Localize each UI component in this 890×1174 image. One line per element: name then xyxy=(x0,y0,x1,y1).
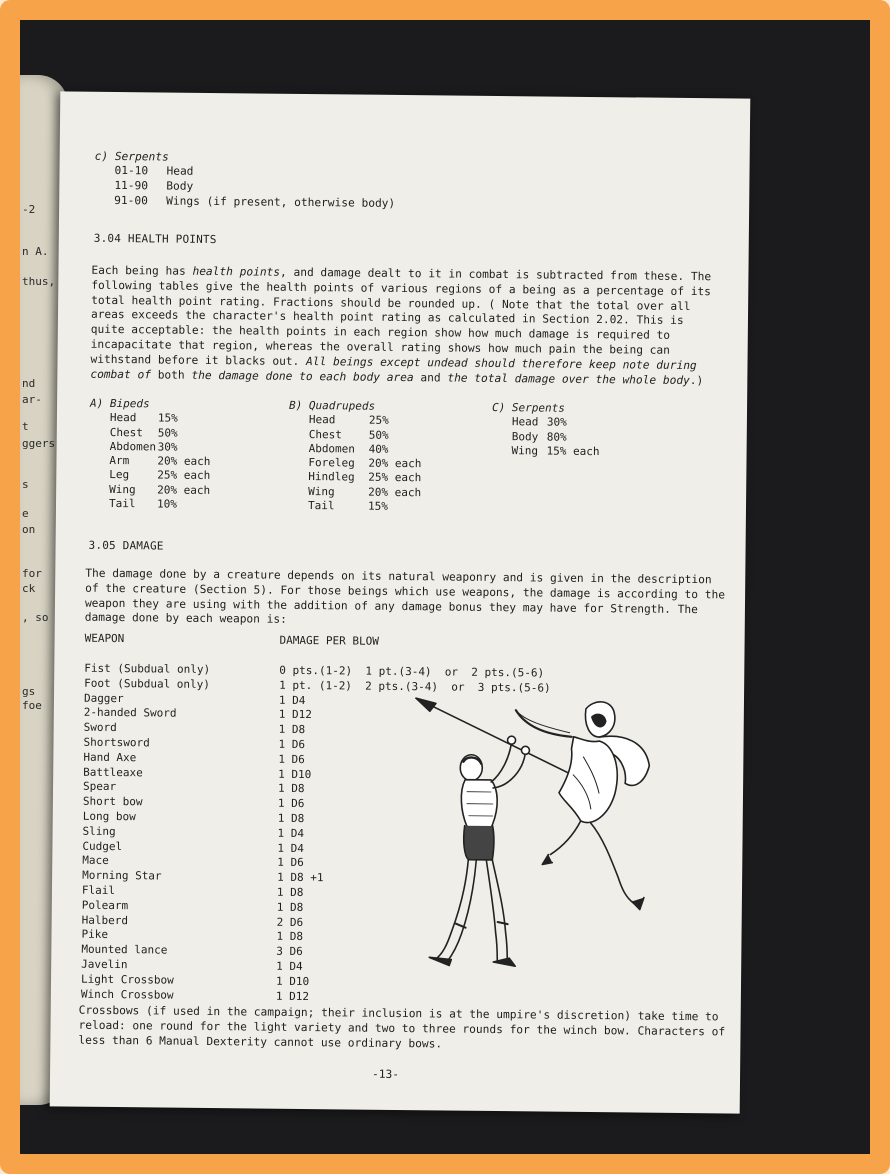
section-heading-health-points: 3.04 HEALTH POINTS xyxy=(93,231,217,247)
quadrupeds-row xyxy=(289,427,389,442)
bipeds-percent: 30% xyxy=(157,440,178,454)
weapon-name: Light Crossbow xyxy=(80,972,174,987)
left-page-text-fragment: -2 xyxy=(22,203,36,216)
quadrupeds-percent: 20% each xyxy=(368,485,422,499)
bipeds-table xyxy=(89,396,211,512)
weapon-name: Hand Axe xyxy=(83,750,137,765)
serpents-part: Body xyxy=(511,429,539,444)
bipeds-row xyxy=(89,497,177,512)
left-page-text-fragment: ggers xyxy=(22,437,56,450)
weapon-name: 2-handed Sword xyxy=(83,706,177,721)
quadrupeds-percent: 50% xyxy=(368,428,389,442)
weapon-name: Spear xyxy=(82,780,117,794)
bipeds-part: Leg xyxy=(109,468,130,482)
quadrupeds-part: Chest xyxy=(308,427,342,441)
weapon-name: Polearm xyxy=(81,898,129,912)
serpents-location-area: Head xyxy=(166,164,194,178)
quadrupeds-part: Wing xyxy=(308,484,335,499)
quadrupeds-part: Tail xyxy=(307,499,335,513)
weapon-damage: 1 D8 +1 xyxy=(277,870,324,885)
quadrupeds-percent: 15% xyxy=(367,499,388,513)
weapon-damage: 1 D12 xyxy=(275,989,310,1003)
quadrupeds-percent: 20% each xyxy=(368,456,422,471)
weapon-name: Morning Star xyxy=(82,868,162,883)
weapon-name: Battleaxe xyxy=(83,765,143,779)
weapon-name: Dagger xyxy=(83,691,124,705)
quadrupeds-row xyxy=(288,456,422,471)
quadrupeds-percent: 40% xyxy=(368,442,389,456)
bipeds-part: Wing xyxy=(109,482,136,497)
serpents-part: Head xyxy=(511,415,539,429)
left-page-text-fragment: s xyxy=(22,478,29,491)
left-page-text-fragment: for xyxy=(22,567,42,580)
bipeds-percent: 20% each xyxy=(157,454,211,469)
quadrupeds-row xyxy=(288,484,422,500)
page-number: -13- xyxy=(371,1067,400,1082)
bipeds-title: A) Bipeds xyxy=(90,396,150,411)
serpents-title: c) Serpents xyxy=(94,149,169,164)
quadrupeds-title: B) Quadrupeds xyxy=(288,398,376,413)
left-page-text-fragment: thus, xyxy=(22,275,56,288)
bipeds-row xyxy=(90,425,178,440)
weapon-damage: 2 D6 xyxy=(276,915,304,929)
serpents-location-range: 91-00 xyxy=(114,193,148,208)
bipeds-percent: 10% xyxy=(156,497,177,511)
left-page-text-fragment: t xyxy=(22,420,29,433)
quadrupeds-percent: 25% xyxy=(368,413,389,428)
weapon-name: Fist (Subdual only) xyxy=(84,661,211,677)
weapon-damage: 1 D4 xyxy=(278,693,306,707)
quadrupeds-row xyxy=(288,470,422,485)
left-page-text-fragment: ar- xyxy=(22,393,42,406)
weapon-damage: 1 D4 xyxy=(277,841,304,855)
quadrupeds-percent: 25% each xyxy=(368,471,422,485)
weapon-damage: 1 D8 xyxy=(278,722,306,737)
left-page-text-fragment: ck xyxy=(22,582,36,595)
weapon-damage: 1 D4 xyxy=(276,959,303,974)
weapon-damage: 1 D8 xyxy=(276,900,304,914)
weapon-name: Mounted lance xyxy=(81,942,168,957)
weapon-name: Flail xyxy=(81,883,116,898)
weapon-damage: 1 D8 xyxy=(276,930,304,944)
bipeds-row xyxy=(89,454,211,469)
weapon-damage: 0 pts.(1-2) 1 pt.(3-4) or 2 pts.(5-6) xyxy=(279,663,545,680)
book-page xyxy=(50,91,751,1113)
quadrupeds-part: Abdomen xyxy=(308,441,356,456)
weapon-name: Long bow xyxy=(82,809,136,824)
weapon-damage: 1 D4 xyxy=(277,826,305,840)
weapon-column-header: WEAPON xyxy=(84,631,125,646)
crossbow-note: Crossbows (if used in the campaign; their inclusion is at the umpire's discretion) take time to reload: one round for the light variety and two to three rounds for the winch bow. Characters of less than 6 Manual Dexterity cannot use ordinary bows. xyxy=(78,1003,726,1051)
bipeds-part: Head xyxy=(109,411,137,425)
weapon-name: Sling xyxy=(82,824,116,838)
weapon-damage: 1 pt. (1-2) 2 pts.(3-4) or 3 pts.(5-6) xyxy=(279,678,551,695)
weapon-damage: 1 D8 xyxy=(277,811,305,826)
left-page-text-fragment: nd xyxy=(22,377,36,390)
section-heading-damage: 3.05 DAMAGE xyxy=(88,538,164,553)
left-page-text-fragment: n A. xyxy=(22,245,49,258)
weapon-damage: 1 D10 xyxy=(278,767,312,781)
weapon-name: Foot (Subdual only) xyxy=(84,676,211,692)
weapon-damage: 1 D12 xyxy=(278,708,313,722)
bipeds-part: Tail xyxy=(108,497,136,511)
quadrupeds-row xyxy=(289,441,389,457)
quadrupeds-table xyxy=(288,398,422,514)
bipeds-row xyxy=(89,482,211,498)
health-points-paragraph: Each being has health points, and damage dealt to it in combat is subtracted from these. The following tables give the health points of various regions of a being as a percentage of its total health point rating. Fractions should be rounded up. ( Note that the total over all areas exceeds the character's health point rating as calculated in Section 2.02. This is quite acceptable: the health points in each region show how much damage is required to incapacitate that region, whereas the overall rating shows how much pain the being can withstand before it blacks out. All beings except undead should therefore keep note during combat of both the damage done to each body area and the total damage over the whole body.) xyxy=(90,263,712,387)
bipeds-percent: 20% each xyxy=(157,483,211,497)
serpents-row xyxy=(492,444,600,459)
serpents-location-range: 01-10 xyxy=(114,163,149,178)
serpents-percent: 30% xyxy=(546,415,567,430)
serpents-row xyxy=(492,430,565,445)
serpents-percent: 15% each xyxy=(546,444,600,458)
left-page-text-fragment: gs xyxy=(22,685,36,698)
weapon-damage: 1 D6 xyxy=(277,796,305,811)
weapon-name: Javelin xyxy=(81,957,128,972)
left-page-text-fragment: , so xyxy=(22,611,49,624)
weapon-damage: 1 D10 xyxy=(275,974,310,988)
weapon-name: Short bow xyxy=(82,794,143,809)
bipeds-percent: 25% each xyxy=(157,468,211,483)
weapon-damage: 1 D6 xyxy=(278,752,305,766)
left-page-text-fragment: foe xyxy=(22,699,42,712)
serpents-table xyxy=(491,400,600,459)
weapon-name: Halberd xyxy=(81,913,129,927)
weapon-damage: 1 D6 xyxy=(278,737,306,752)
quadrupeds-part: Hindleg xyxy=(308,470,355,485)
combat-illustration xyxy=(411,695,674,988)
left-page-text-fragment: e xyxy=(22,507,29,520)
serpents-part: Wing xyxy=(511,444,539,458)
serpents-location-area: Wings (if present, otherwise body) xyxy=(166,194,396,210)
weapon-damage: 1 D6 xyxy=(277,856,304,870)
quadrupeds-part: Head xyxy=(308,413,336,427)
bipeds-part: Chest xyxy=(109,425,143,439)
left-page-text-fragment: on xyxy=(22,523,36,536)
bipeds-row xyxy=(90,439,178,455)
bipeds-row xyxy=(90,411,178,426)
serpents-location-range: 11-90 xyxy=(114,178,149,193)
bipeds-row xyxy=(89,468,211,483)
bipeds-percent: 15% xyxy=(157,411,178,425)
serpents-row xyxy=(492,415,565,430)
weapon-name: Shortsword xyxy=(83,735,150,750)
serpents-location-area: Body xyxy=(166,179,194,193)
bipeds-part: Abdomen xyxy=(109,439,157,454)
quadrupeds-row xyxy=(288,499,388,514)
serpents-table-title: C) Serpents xyxy=(491,400,565,415)
weapon-name: Winch Crossbow xyxy=(80,987,174,1002)
serpents-percent: 80% xyxy=(546,430,567,444)
weapon-name: Cudgel xyxy=(82,839,123,853)
weapon-name: Pike xyxy=(81,928,109,942)
weapon-damage: 3 D6 xyxy=(276,944,303,959)
weapon-name: Mace xyxy=(82,854,109,868)
weapon-name: Sword xyxy=(83,720,117,735)
weapon-damage: 1 D8 xyxy=(277,782,305,796)
quadrupeds-row xyxy=(289,413,389,428)
damage-column-header: DAMAGE PER BLOW xyxy=(279,633,380,648)
bipeds-part: Arm xyxy=(109,454,130,468)
weapon-damage: 1 D8 xyxy=(276,885,304,900)
damage-paragraph: The damage done by a creature depends on its natural weaponry and is given in the description of the creature (Section 5). For those beings which use weapons, the damage is according to the weapon they are using with the addition of any damage bonus they may have for Strength. The damage done by each weapon is: xyxy=(84,566,726,627)
quadrupeds-part: Foreleg xyxy=(308,456,355,470)
bipeds-percent: 50% xyxy=(157,426,178,440)
